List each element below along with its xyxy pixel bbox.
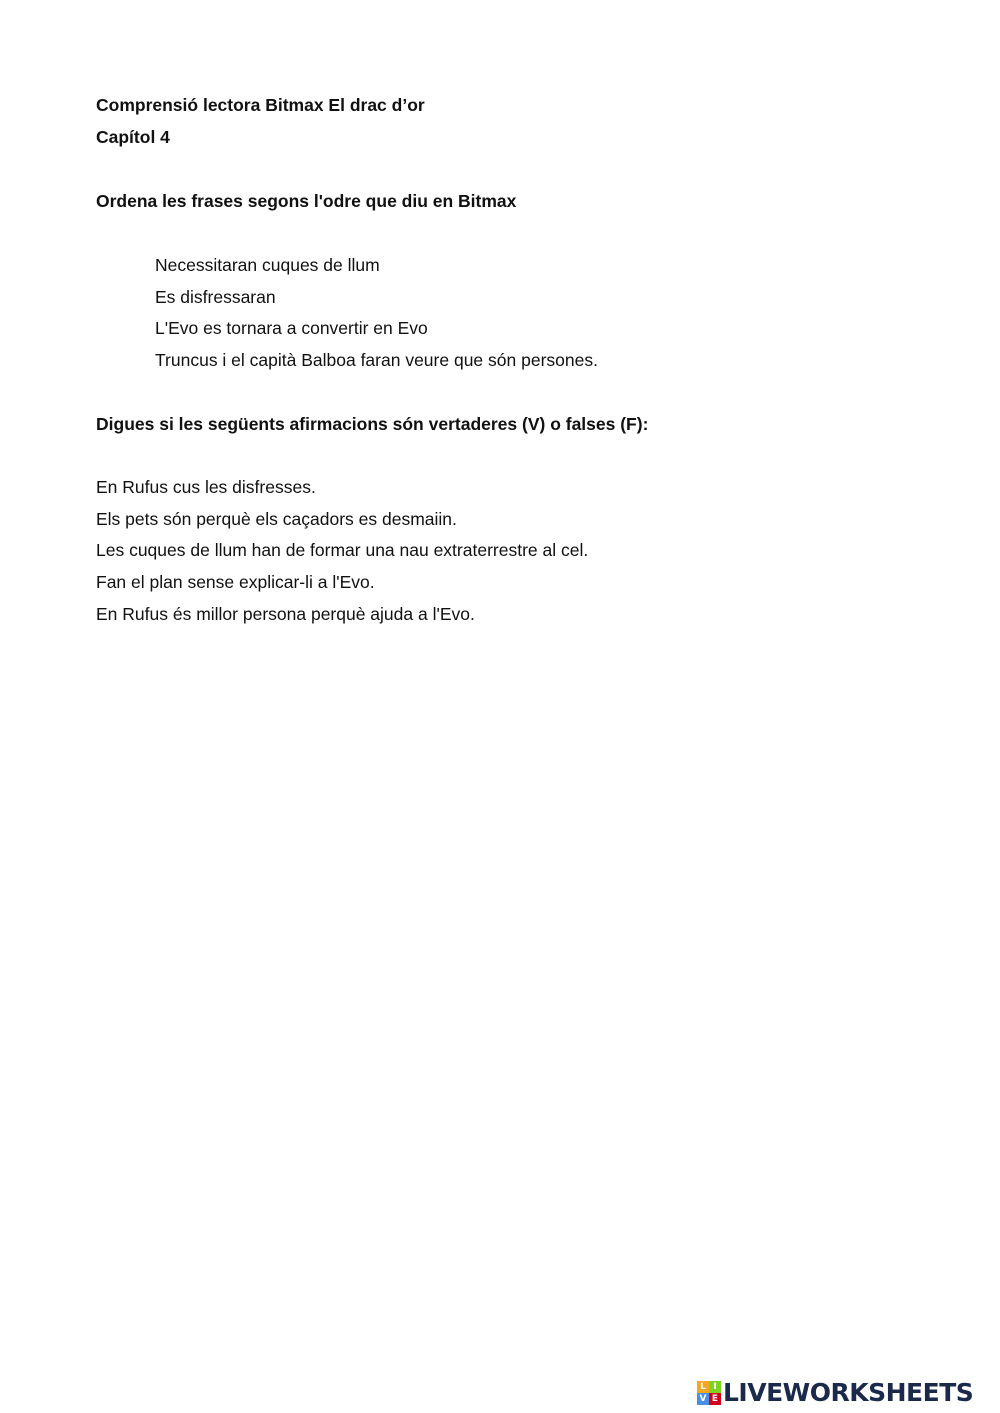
liveworksheets-watermark <box>697 1377 973 1409</box>
liveworksheets-logo-icon <box>697 1381 721 1405</box>
order-section-heading: Ordena les frases segons l'odre que diu en Bitmax <box>96 191 517 211</box>
logo-cell: L <box>697 1381 709 1393</box>
statement-item: Les cuques de llum han de formar una nau extraterrestre al cel. <box>96 540 589 560</box>
statement-item: Els pets són perquè els caçadors es desmaiin. <box>96 509 457 529</box>
watermark-text: LIVEWORKSHEETS <box>723 1378 974 1407</box>
statement-item: Fan el plan sense explicar-li a l'Evo. <box>96 572 375 592</box>
order-item: L'Evo es tornara a convertir en Evo <box>155 318 428 338</box>
true-false-section-heading: Digues si les següents afirmacions són vertaderes (V) o falses (F): <box>96 414 649 434</box>
statement-item: En Rufus és millor persona perquè ajuda a l'Evo. <box>96 604 475 624</box>
chapter-subtitle: Capítol 4 <box>96 127 170 147</box>
order-item: Es disfressaran <box>155 287 276 307</box>
page-title: Comprensió lectora Bitmax El drac d’or <box>96 95 425 115</box>
order-item: Truncus i el capità Balboa faran veure que són persones. <box>155 350 598 370</box>
logo-cell: E <box>709 1393 721 1405</box>
logo-cell: I <box>709 1381 721 1393</box>
statement-item: En Rufus cus les disfresses. <box>96 477 316 497</box>
order-item: Necessitaran cuques de llum <box>155 255 380 275</box>
logo-cell: V <box>697 1393 709 1405</box>
